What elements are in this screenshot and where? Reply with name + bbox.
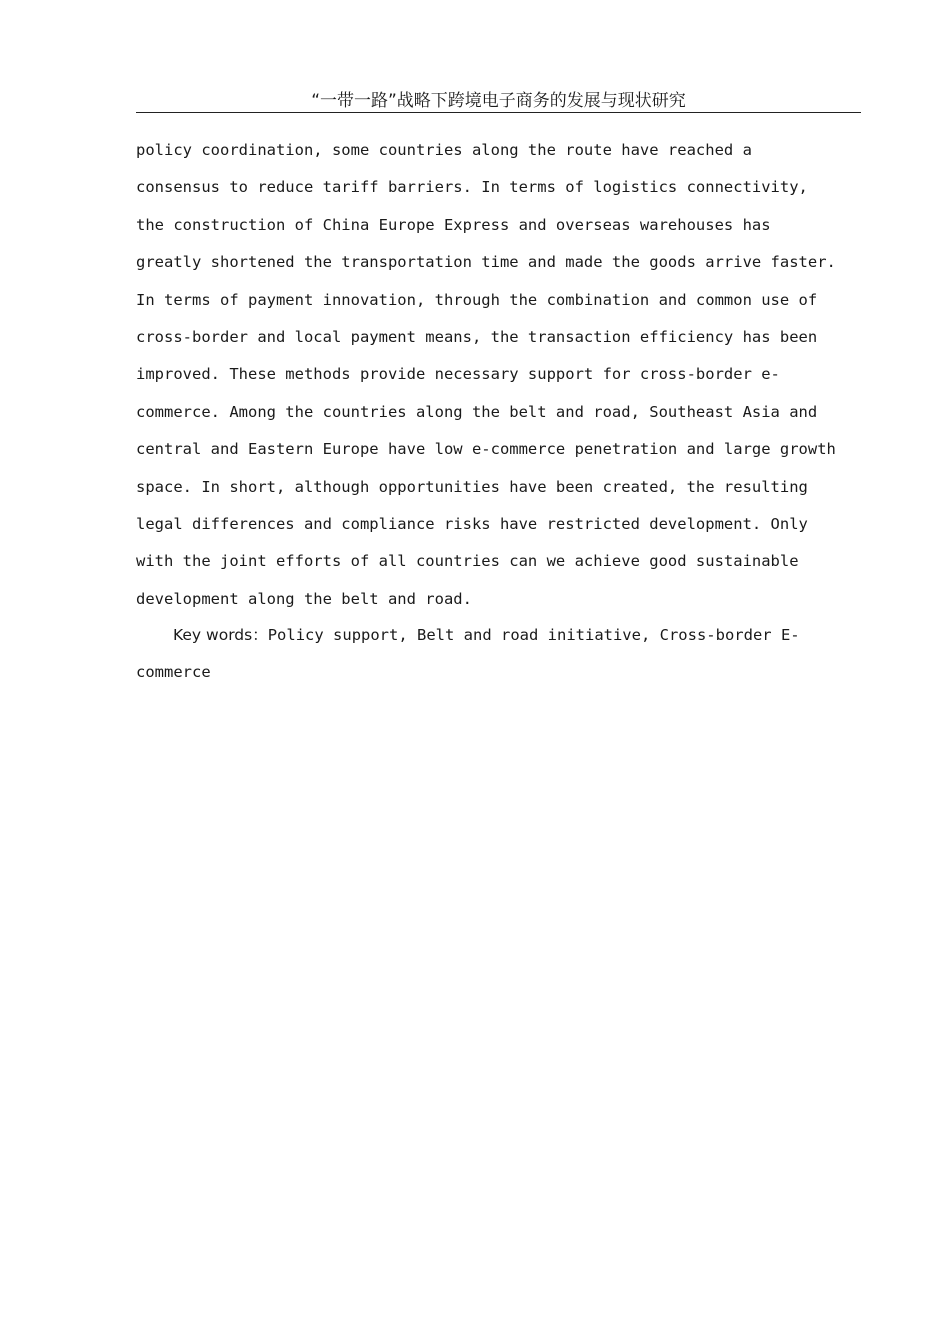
abstract-line: space. In short, although opportunities have been created, the resulting	[136, 477, 808, 496]
abstract-line: consensus to reduce tariff barriers. In terms of logistics connectivity,	[136, 178, 808, 197]
abstract-line: cross-border and local payment means, the transaction efficiency has been	[136, 327, 818, 346]
keywords-label: Key words：	[173, 626, 268, 644]
running-header	[136, 90, 861, 113]
abstract-line: In terms of payment innovation, through the combination and common use of	[136, 290, 818, 309]
abstract-line: legal differences and compliance risks have restricted development. Only	[136, 514, 808, 533]
abstract-line: commerce. Among the countries along the belt and road, Southeast Asia and	[136, 402, 818, 421]
keywords-section	[136, 617, 876, 692]
abstract-line: central and Eastern Europe have low e-commerce penetration and large growth	[136, 440, 836, 459]
keywords-text: Policy support, Belt and road initiative, Cross-border E-	[267, 626, 800, 644]
abstract-line: with the joint efforts of all countries can we achieve good sustainable	[136, 552, 799, 571]
abstract-line: greatly shortened the transportation time and made the goods arrive faster.	[136, 253, 836, 272]
abstract-line: the construction of China Europe Express and overseas warehouses has	[136, 215, 771, 234]
keywords-line	[136, 617, 876, 654]
abstract-line: policy coordination, some countries along the route have reached a	[136, 141, 752, 159]
running-header-title: “一带一路”战略下跨境电子商务的发展与现状研究	[311, 91, 686, 111]
abstract-line: improved. These methods provide necessary support for cross-border e-	[136, 365, 780, 384]
keywords-line-continued: commerce	[136, 663, 211, 682]
abstract-paragraph	[136, 132, 876, 618]
abstract-line: development along the belt and road.	[136, 589, 472, 608]
